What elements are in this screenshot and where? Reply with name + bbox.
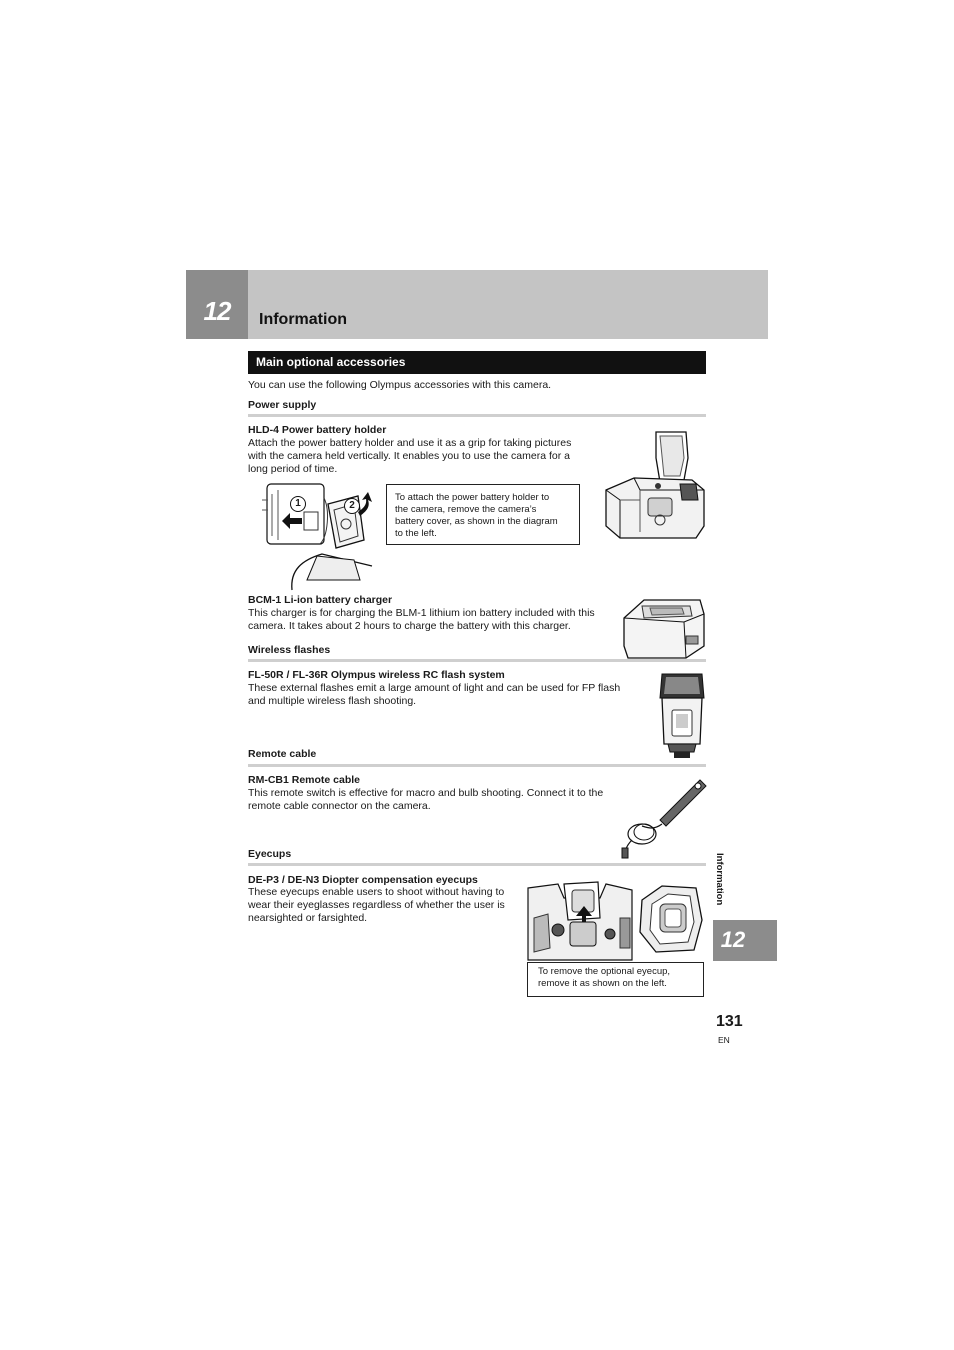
battery-cover-removal-illustration xyxy=(262,480,384,590)
hld4-title: HLD-4 Power battery holder xyxy=(248,424,387,436)
remote-cable-image xyxy=(614,776,708,862)
hld4-line: long period of time. xyxy=(248,463,338,475)
dep3-line: These eyecups enable users to shoot without having to xyxy=(248,886,505,898)
remote-cable-heading: Remote cable xyxy=(248,748,317,760)
eyecup-image xyxy=(638,880,704,956)
divider xyxy=(248,863,706,866)
language-code: EN xyxy=(718,1035,730,1045)
eyecup-callout xyxy=(527,962,704,997)
flash-unit-image xyxy=(656,672,708,762)
rmcb1-line: remote cable connector on the camera. xyxy=(248,800,431,812)
chapter-title: Information xyxy=(259,311,347,328)
divider xyxy=(248,414,706,417)
callout-line: remove it as shown on the left. xyxy=(538,978,667,989)
callout-line: To remove the optional eyecup, xyxy=(538,966,671,977)
eyecup-removal-illustration xyxy=(528,878,632,960)
bcm1-title: BCM-1 Li-ion battery charger xyxy=(248,594,393,606)
callout-line: to the left. xyxy=(395,528,437,539)
fl50r-title: FL-50R / FL-36R Olympus wireless RC flash system xyxy=(248,669,505,681)
divider xyxy=(248,659,706,662)
side-tab-label xyxy=(707,853,731,915)
side-chapter-number: 12 xyxy=(720,927,746,952)
intro-text: You can use the following Olympus accessories with this camera. xyxy=(248,379,552,391)
step-1-marker: 1 xyxy=(290,496,306,512)
callout-line: battery cover, as shown in the diagram xyxy=(395,516,558,527)
dep3-line: wear their eyeglasses regardless of whether the user is xyxy=(248,899,505,911)
fl50r-line: These external flashes emit a large amount of light and can be used for FP flash xyxy=(248,682,621,694)
chapter-number: 12 xyxy=(203,296,231,326)
divider xyxy=(248,764,706,767)
fl50r-line: and multiple wireless flash shooting. xyxy=(248,695,417,707)
section-title: Main optional accessories xyxy=(256,355,406,369)
page-number: 131 xyxy=(716,1013,743,1030)
hld4-line: with the camera held vertically. It enables you to use the camera for a xyxy=(248,450,570,462)
wireless-flashes-heading: Wireless flashes xyxy=(248,644,331,656)
rmcb1-line: This remote switch is effective for macro and bulb shooting. Connect it to the xyxy=(248,787,604,799)
hld4-line: Attach the power battery holder and use it as a grip for taking pictures xyxy=(248,437,572,449)
dep3-title: DE-P3 / DE-N3 Diopter compensation eyecups xyxy=(248,874,478,886)
bcm1-line: This charger is for charging the BLM-1 lithium ion battery included with this xyxy=(248,607,595,619)
step-2-marker: 2 xyxy=(344,498,360,514)
power-supply-heading: Power supply xyxy=(248,399,317,411)
hld4-callout xyxy=(386,484,580,545)
dep3-line: nearsighted or farsighted. xyxy=(248,912,368,924)
battery-charger-image xyxy=(620,596,708,660)
rmcb1-title: RM-CB1 Remote cable xyxy=(248,774,361,786)
eyecups-heading: Eyecups xyxy=(248,848,292,860)
bcm1-line: camera. It takes about 2 hours to charge the battery with this charger. xyxy=(248,620,571,632)
battery-holder-image xyxy=(600,428,706,540)
callout-line: the camera, remove the camera’s xyxy=(395,504,537,515)
callout-line: To attach the power battery holder to xyxy=(395,492,550,503)
side-tab-label-text: Information xyxy=(714,853,725,906)
